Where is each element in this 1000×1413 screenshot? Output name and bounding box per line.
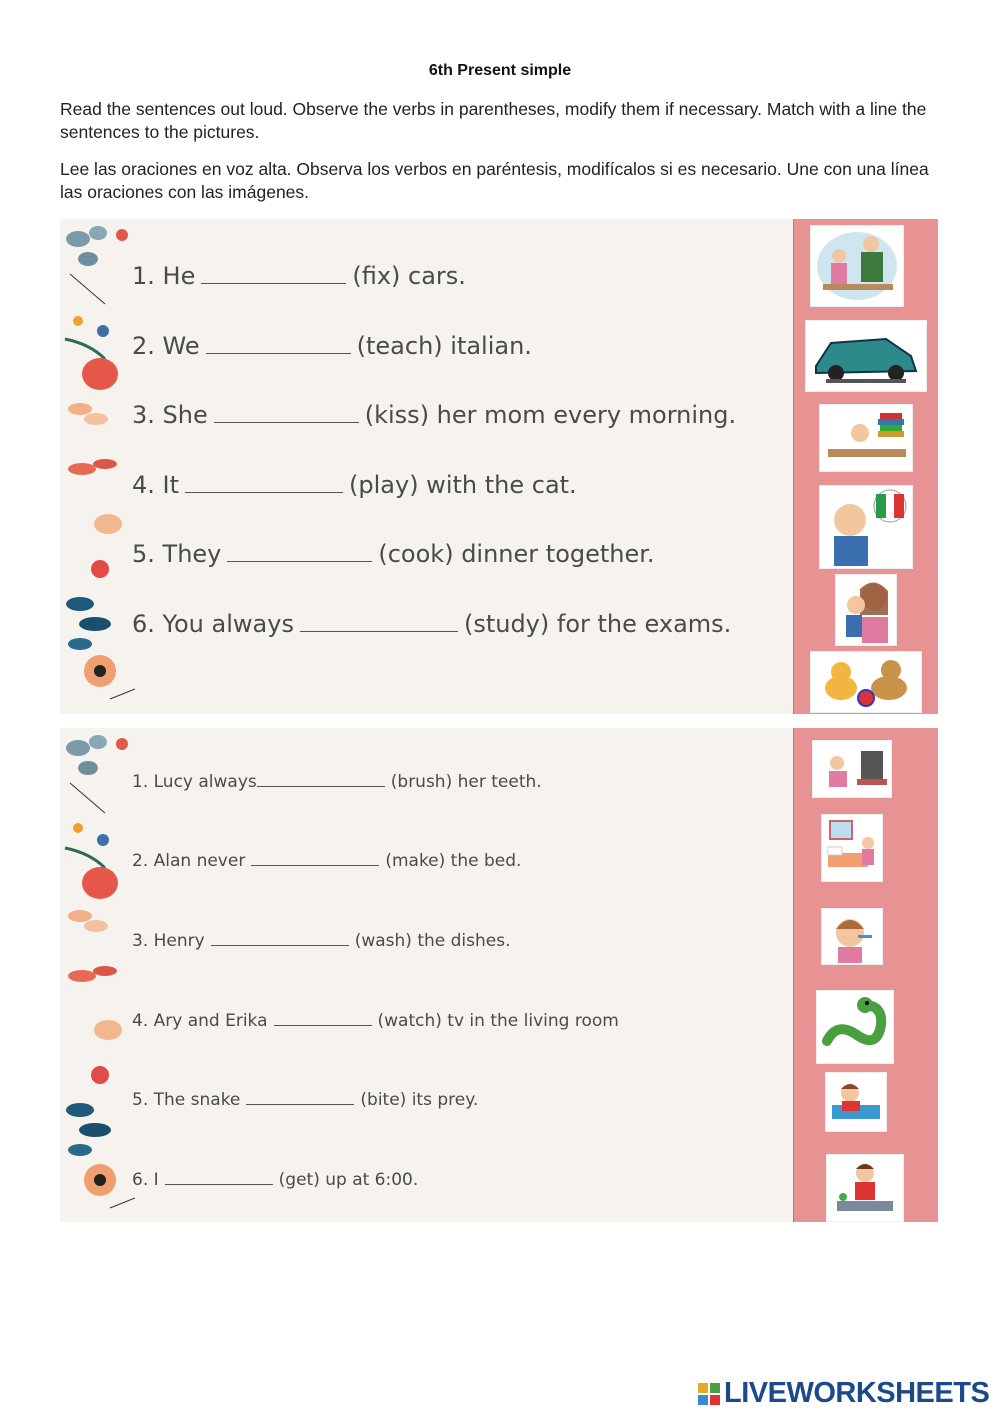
sentence-5-end: (cook) dinner together.	[378, 540, 655, 568]
answer-blank-3[interactable]	[214, 421, 359, 423]
liveworksheets-logo-icon	[698, 1383, 720, 1405]
sentence-2-end: (teach) italian.	[356, 332, 532, 360]
italian-teacher-picture[interactable]	[819, 485, 913, 569]
making-bed-picture[interactable]	[821, 814, 883, 882]
sentence-4	[132, 1011, 619, 1031]
answer-blank-6[interactable]	[300, 630, 458, 632]
sentence-1	[132, 262, 466, 290]
answer-blank-5[interactable]	[227, 560, 372, 562]
brushing-teeth-picture[interactable]	[821, 908, 883, 965]
picture-column	[793, 728, 938, 1222]
answer-blank-1[interactable]	[257, 785, 385, 787]
sentence-6	[132, 1170, 418, 1190]
sentence-3-start: 3. Henry	[132, 931, 205, 951]
cooking-together-picture[interactable]	[810, 225, 904, 307]
sentence-6-start: 6. I	[132, 1170, 159, 1190]
sentence-6-start: 6. You always	[132, 610, 294, 638]
sentence-5-end: (bite) its prey.	[360, 1090, 479, 1110]
exercise-panel-2	[60, 728, 938, 1222]
logo-text: LIVEWORKSHEETS	[724, 1377, 990, 1409]
answer-blank-4[interactable]	[185, 491, 343, 493]
sentence-4-start: 4. It	[132, 471, 180, 499]
answer-blank-2[interactable]	[206, 352, 351, 354]
sentence-3-end: (wash) the dishes.	[354, 931, 511, 951]
instructions-english: Read the sentences out loud. Observe the verbs in parentheses, modify them if necessary. Match with a line the sentences to the pictures.	[60, 99, 927, 142]
sentence-2-start: 2. We	[132, 332, 200, 360]
dog-and-cat-picture[interactable]	[810, 651, 922, 713]
answer-blank-3[interactable]	[211, 944, 349, 946]
sentence-5-start: 5. The snake	[132, 1090, 241, 1110]
worksheet-title: 6th Present simple	[428, 62, 572, 79]
answer-blank-4[interactable]	[274, 1024, 372, 1026]
sentence-6-end: (study) for the exams.	[463, 610, 732, 638]
sentence-3-start: 3. She	[132, 401, 208, 429]
kissing-mom-picture[interactable]	[835, 574, 897, 646]
sentence-3	[132, 401, 736, 429]
sentence-1-end: (fix) cars.	[352, 262, 466, 290]
sentence-2-start: 2. Alan never	[132, 851, 246, 871]
floral-border-decoration	[60, 219, 135, 714]
sentence-1-end: (brush) her teeth.	[390, 772, 542, 792]
sentence-6-end: (get) up at 6:00.	[278, 1170, 419, 1190]
sentence-4-end: (play) with the cat.	[349, 471, 577, 499]
liveworksheets-logo	[698, 1377, 989, 1411]
sentence-2	[132, 851, 521, 871]
watching-tv-picture[interactable]	[812, 740, 892, 798]
sentence-1-start: 1. He	[132, 262, 196, 290]
exercise-panel-1	[60, 219, 938, 714]
floral-border-decoration	[60, 728, 135, 1222]
sentence-1	[132, 772, 542, 792]
sentence-1-start: 1. Lucy always	[132, 772, 257, 792]
picture-column	[793, 219, 938, 714]
answer-blank-2[interactable]	[251, 864, 379, 866]
sentence-4	[132, 471, 577, 499]
washing-dishes-picture[interactable]	[826, 1154, 904, 1222]
sentence-4-end: (watch) tv in the living room	[377, 1011, 619, 1031]
sentence-4-start: 4. Ary and Erika	[132, 1011, 268, 1031]
sentence-6	[132, 610, 731, 638]
sentence-5	[132, 1090, 478, 1110]
sentence-5	[132, 540, 655, 568]
instructions-spanish: Lee las oraciones en voz alta. Observa los verbos en paréntesis, modifícalos si es necesario. Une con una línea las oraciones con las imágenes.	[60, 159, 929, 202]
sentence-5-start: 5. They	[132, 540, 222, 568]
sentence-3	[132, 931, 511, 951]
car-repair-picture[interactable]	[805, 320, 927, 392]
answer-blank-1[interactable]	[201, 282, 346, 284]
answer-blank-5[interactable]	[246, 1103, 354, 1105]
snake-picture[interactable]	[816, 990, 894, 1064]
answer-blank-6[interactable]	[165, 1183, 273, 1185]
getting-up-picture[interactable]	[825, 1072, 887, 1132]
sentence-2-end: (make) the bed.	[385, 851, 522, 871]
sentence-2	[132, 332, 532, 360]
studying-books-picture[interactable]	[819, 404, 913, 472]
sentence-3-end: (kiss) her mom every morning.	[364, 401, 737, 429]
